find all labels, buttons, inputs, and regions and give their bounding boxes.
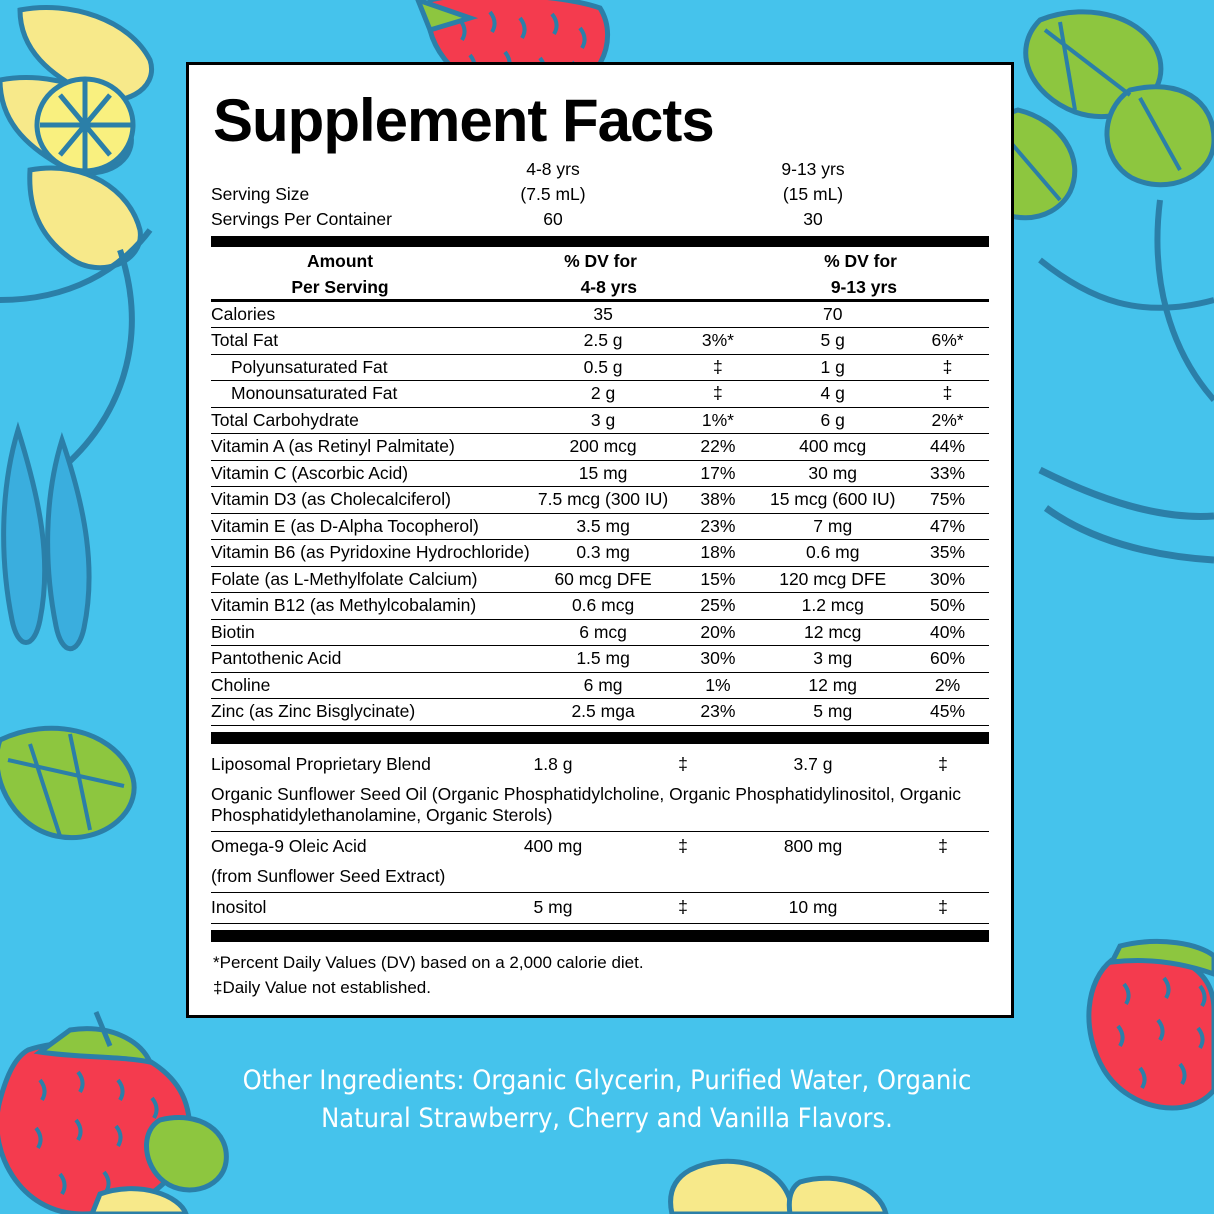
nutrient-dv-4-8: 15%	[676, 566, 759, 593]
blend-dv-4-8: ‡	[678, 753, 688, 774]
nutrient-dv-4-8: ‡	[676, 354, 759, 381]
nutrient-name: Vitamin E (as D-Alpha Tocopherol)	[211, 513, 530, 540]
nutrient-dv-4-8: 20%	[676, 619, 759, 646]
nutrient-dv-4-8: 38%	[676, 487, 759, 514]
column-header-row-2	[211, 273, 989, 299]
thick-rule-top	[211, 236, 989, 247]
nutrient-amount-4-8: 3.5 mg	[530, 513, 677, 540]
nutrient-amount-9-13: 1 g	[759, 354, 906, 381]
blend-sub-row	[211, 862, 989, 892]
nutrient-row	[211, 619, 989, 646]
nutrient-name: Vitamin B6 (as Pyridoxine Hydrochloride)	[211, 540, 530, 567]
dv-c-line2: 9-13 yrs	[830, 276, 897, 297]
nutrient-amount-9-13: 30 mg	[759, 460, 906, 487]
nutrient-amount-4-8: 2 g	[530, 381, 677, 408]
blend-row	[211, 750, 989, 780]
servings-per-container-label: Servings Per Container	[211, 208, 392, 229]
nutrient-row	[211, 381, 989, 408]
nutrient-row	[211, 328, 989, 355]
nutrient-row	[211, 302, 989, 328]
nutrient-row	[211, 354, 989, 381]
spacer-cell-b	[637, 157, 729, 182]
nutrient-dv-4-8: 23%	[676, 699, 759, 726]
blend-dv-4-8: ‡	[637, 893, 729, 924]
nutrient-amount-9-13: 120 mcg DFE	[759, 566, 906, 593]
nutrient-amount-9-13: 4 g	[759, 381, 906, 408]
nutrient-amount-4-8: 0.3 mg	[530, 540, 677, 567]
serving-col-a-volume: (7.5 mL)	[520, 183, 586, 204]
nutrient-amount-4-8: 60 mcg DFE	[530, 566, 677, 593]
page-title: Supplement Facts	[213, 87, 714, 154]
nutrient-amount-9-13: 12 mcg	[759, 619, 906, 646]
servings-per-container-row	[211, 207, 989, 232]
spacer-cell-d	[897, 157, 989, 182]
nutrient-name: Total Carbohydrate	[211, 407, 530, 434]
nutrient-dv-9-13: ‡	[906, 381, 989, 408]
nutrient-name: Vitamin B12 (as Methylcobalamin)	[211, 593, 530, 620]
hdr-spacer-d2	[897, 273, 989, 299]
nutrient-amount-9-13: 15 mcg (600 IU)	[759, 487, 906, 514]
nutrient-amount-4-8: 6 mcg	[530, 619, 677, 646]
nutrient-name: Zinc (as Zinc Bisglycinate)	[211, 699, 530, 726]
blend-name: Liposomal Proprietary Blend	[211, 753, 431, 774]
nutrient-name: Pantothenic Acid	[211, 646, 530, 673]
other-ingredients-line-1: Other Ingredients: Organic Glycerin, Purified Water, Organic	[242, 1065, 972, 1096]
hdr-spacer-b2	[637, 273, 729, 299]
nutrient-amount-4-8: 7.5 mcg (300 IU)	[530, 487, 677, 514]
nutrient-row	[211, 646, 989, 673]
nutrient-amount-4-8: 2.5 g	[530, 328, 677, 355]
nutrient-amount-9-13: 5 g	[759, 328, 906, 355]
nutrient-dv-4-8: 1%	[676, 672, 759, 699]
nutrient-amount-9-13: 6 g	[759, 407, 906, 434]
nutrient-name: Vitamin A (as Retinyl Palmitate)	[211, 434, 530, 461]
servings-per-container-a: 60	[543, 208, 563, 229]
nutrient-dv-9-13	[906, 302, 989, 328]
hdr-spacer-b	[637, 247, 729, 273]
nutrient-amount-4-8: 200 mcg	[530, 434, 677, 461]
blend-amount-9-13: 800 mg	[783, 836, 843, 857]
nutrient-amount-4-8: 2.5 mga	[530, 699, 677, 726]
nutrient-row	[211, 699, 989, 726]
nutrient-row	[211, 593, 989, 620]
dv-a-line1: % DV for	[564, 250, 637, 271]
nutrient-dv-9-13: 2%	[906, 672, 989, 699]
nutrient-dv-4-8: 30%	[676, 646, 759, 673]
nutrient-dv-4-8: 17%	[676, 460, 759, 487]
nutrient-dv-9-13: 44%	[906, 434, 989, 461]
blend-sub-ingredients: (from Sunflower Seed Extract)	[211, 862, 989, 892]
footnotes	[211, 950, 989, 1001]
blend-amount-9-13: 10 mg	[729, 893, 897, 924]
footnote-dv-not-established: ‡Daily Value not established.	[213, 978, 431, 998]
nutrient-amount-4-8: 0.6 mcg	[530, 593, 677, 620]
thick-rule-middle	[211, 732, 989, 744]
nutrient-amount-9-13: 400 mcg	[759, 434, 906, 461]
nutrient-name: Monounsaturated Fat	[211, 381, 530, 408]
nutrient-dv-4-8: 22%	[676, 434, 759, 461]
column-header-table	[211, 247, 989, 299]
nutrient-amount-9-13: 12 mg	[759, 672, 906, 699]
nutrient-row	[211, 513, 989, 540]
nutrient-name: Total Fat	[211, 328, 530, 355]
footnote-percent-dv: *Percent Daily Values (DV) based on a 2,000 calorie diet.	[213, 952, 644, 972]
servings-per-container-c: 30	[803, 208, 823, 229]
nutrient-dv-9-13: 6%*	[906, 328, 989, 355]
nutrient-name: Folate (as L-Methylfolate Calcium)	[211, 566, 530, 593]
serving-information-table	[211, 157, 989, 232]
nutrient-amount-4-8: 0.5 g	[530, 354, 677, 381]
nutrient-rows	[211, 302, 989, 726]
nutrient-name: Choline	[211, 672, 530, 699]
nutrient-dv-4-8: 23%	[676, 513, 759, 540]
nutrient-row	[211, 460, 989, 487]
thick-rule-bottom	[211, 930, 989, 942]
blend-dv-4-8: ‡	[678, 836, 688, 857]
nutrient-amount-9-13: 7 mg	[759, 513, 906, 540]
nutrient-amount-9-13: 1.2 mcg	[759, 593, 906, 620]
nutrient-dv-9-13: ‡	[906, 354, 989, 381]
blend-row	[211, 832, 989, 862]
nutrient-row	[211, 672, 989, 699]
nutrient-row	[211, 540, 989, 567]
spacer-cell	[211, 157, 469, 182]
nutrient-dv-9-13: 47%	[906, 513, 989, 540]
nutrient-dv-4-8: 18%	[676, 540, 759, 567]
blend-table	[211, 750, 989, 924]
blend-amount-9-13: 3.7 g	[793, 753, 833, 774]
nutrient-row	[211, 566, 989, 593]
dv-a-line2: 4-8 yrs	[580, 276, 637, 297]
nutrient-dv-9-13: 45%	[906, 699, 989, 726]
nutrient-name: Vitamin D3 (as Cholecalciferol)	[211, 487, 530, 514]
nutrient-dv-9-13: 50%	[906, 593, 989, 620]
nutrient-amount-4-8: 6 mg	[530, 672, 677, 699]
serving-col-a-age: 4-8 yrs	[526, 159, 580, 179]
nutrient-dv-9-13: 33%	[906, 460, 989, 487]
nutrient-dv-4-8: 25%	[676, 593, 759, 620]
blend-rows	[211, 750, 989, 924]
blend-dv-9-13: ‡	[897, 893, 989, 924]
amount-per-serving-line2: Per Serving	[291, 276, 389, 297]
nutrient-table	[211, 302, 989, 726]
other-ingredients-line-2: Natural Strawberry, Cherry and Vanilla Flavors.	[321, 1103, 893, 1135]
blend-name: Omega-9 Oleic Acid	[211, 836, 367, 857]
nutrient-name: Calories	[211, 302, 530, 328]
nutrient-amount-4-8: 3 g	[530, 407, 677, 434]
nutrient-amount-9-13: 0.6 mg	[759, 540, 906, 567]
nutrient-amount-9-13: 3 mg	[759, 646, 906, 673]
serving-col-c-age: 9-13 yrs	[781, 159, 845, 179]
blend-dv-9-13: ‡	[938, 836, 948, 857]
serving-size-label: Serving Size	[211, 183, 310, 204]
dv-c-line1: % DV for	[824, 250, 897, 271]
blend-amount-4-8: 1.8 g	[533, 753, 573, 774]
blend-sub-row	[211, 780, 989, 832]
nutrient-amount-9-13: 5 mg	[759, 699, 906, 726]
column-header-row-1	[211, 247, 989, 273]
spacer-cell-b2	[637, 182, 729, 207]
blend-row	[211, 893, 989, 924]
serving-size-row	[211, 182, 989, 207]
nutrient-amount-4-8: 35	[530, 302, 677, 328]
spacer-cell-d3	[897, 207, 989, 232]
blend-sub-ingredients: Organic Sunflower Seed Oil (Organic Phosphatidylcholine, Organic Phosphatidylinositol, Organic Phosphatidylethanolamine, Organic Sterols)	[211, 780, 989, 832]
nutrient-amount-9-13: 70	[759, 302, 906, 328]
nutrient-dv-4-8: 1%*	[676, 407, 759, 434]
nutrient-dv-9-13: 2%*	[906, 407, 989, 434]
nutrient-amount-4-8: 1.5 mg	[530, 646, 677, 673]
nutrient-dv-9-13: 35%	[906, 540, 989, 567]
blend-dv-9-13: ‡	[938, 753, 948, 774]
serving-col-c-volume: (15 mL)	[782, 183, 844, 204]
hdr-spacer-d	[897, 247, 989, 273]
amount-per-serving-line1: Amount	[306, 250, 374, 271]
nutrient-dv-9-13: 30%	[906, 566, 989, 593]
nutrient-row	[211, 434, 989, 461]
nutrient-row	[211, 407, 989, 434]
other-ingredients	[0, 1062, 1214, 1139]
nutrient-name: Biotin	[211, 619, 530, 646]
blend-name: Inositol	[211, 893, 469, 924]
nutrient-row	[211, 487, 989, 514]
spacer-cell-d2	[897, 182, 989, 207]
nutrient-amount-4-8: 15 mg	[530, 460, 677, 487]
nutrient-dv-9-13: 75%	[906, 487, 989, 514]
nutrient-dv-4-8: ‡	[676, 381, 759, 408]
nutrient-name: Vitamin C (Ascorbic Acid)	[211, 460, 530, 487]
serving-header-row	[211, 157, 989, 182]
nutrient-dv-9-13: 40%	[906, 619, 989, 646]
supplement-facts-panel	[186, 62, 1014, 1018]
blend-amount-4-8: 5 mg	[469, 893, 637, 924]
spacer-cell-b3	[637, 207, 729, 232]
blend-amount-4-8: 400 mg	[523, 836, 583, 857]
nutrient-dv-4-8: 3%*	[676, 328, 759, 355]
nutrient-name: Polyunsaturated Fat	[211, 354, 530, 381]
nutrient-dv-9-13: 60%	[906, 646, 989, 673]
nutrient-dv-4-8	[676, 302, 759, 328]
